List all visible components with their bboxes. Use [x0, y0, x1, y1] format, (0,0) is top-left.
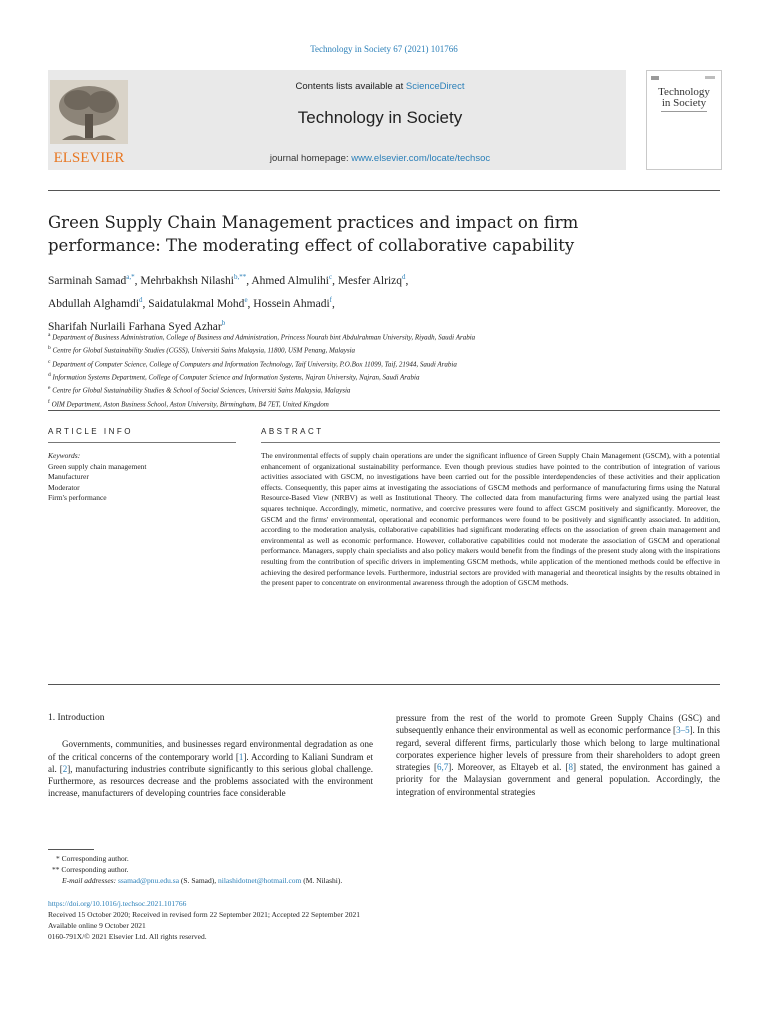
- affiliation-marker: c: [48, 358, 51, 365]
- copyright-line: 0160-791X/© 2021 Elsevier Ltd. All rights reserved.: [48, 932, 207, 941]
- abstract-text: The environmental effects of supply chain operations are under the significant influence of Green Supply Chain Management (GSCM), with a potential enhancement of organizational sustainability performance. Even though previous studies have pointed to the contribution of integration of various activities associated with GSCM, no investigations have been carried out for the possible interdependencies of these activities and their application effects. Consequently, this paper aims at investigating the associations of GSCM methods and performance of manufacturing firms using the Natural Resource-Based View (NRBV) as well as Institutional Theory. The collected data from manufacturing firms were analyzed using the partial least squares technique. Accordingly, mimetic, normative, and coercive pressures were found to affect GSCM positively and significantly. Moreover, the GSCM and the firms' environmental, operational and economic performances were found to be positively and significantly associated. In addition, according to the moderation analysis, collaborative capabilities had significant moderating effects on the association of green chain management and environmental as well as economic performance. However, collaborative capabilities could not moderate the association of GSCM and operational performance. Managers, supply chain specialists and also policy makers would benefit from the findings of the present study along with the inspirations resulting from the contribution of specific drivers in implementing GSCM methods, while application of the mentioned methods could be effective in achieving the desired performance levels. Furthermore, industrial sectors are provided with managerial and theoretical insights by the results obtained in the present paper to concentrate on environmental awareness through the adoption of GSCM methods.: [261, 451, 720, 588]
- sciencedirect-link[interactable]: ScienceDirect: [405, 81, 465, 92]
- citation-link[interactable]: 8: [568, 762, 573, 773]
- contents-line: [140, 81, 620, 92]
- author-name: Abdullah Alghamdi: [48, 297, 140, 310]
- affiliation-marker: a: [48, 332, 51, 338]
- author-marker[interactable]: d: [402, 273, 406, 281]
- author-marker[interactable]: b: [221, 318, 226, 327]
- affiliation-text: Centre for Global Sustainability Studies & School of Social Sciences, Universiti Sains Malaysia, Malaysia: [52, 386, 351, 395]
- affiliation-item: [48, 357, 718, 370]
- author-name: Sarminah Samad: [48, 274, 127, 287]
- journal-cover-thumbnail[interactable]: [646, 70, 722, 170]
- keywords-label: Keywords:: [48, 451, 81, 460]
- keyword-item: Firm's performance: [48, 493, 107, 502]
- author-marker[interactable]: b,**: [233, 273, 247, 281]
- author-name: Mesfer Alrizq: [337, 274, 403, 287]
- affiliation-item: [48, 383, 718, 396]
- email-line: [48, 875, 720, 886]
- intro-paragraph: Governments, communities, and businesses regard environmental degradation as one of the critical concerns of the contemporary world [1]. According to Kaliani Sundram et al. [2], manufacturing industries contribute significantly to this serious global challenge. Furthermore, as resources decrease and the problems associated with the environment increase, manufacturers of developing countries face considerable: [48, 739, 373, 799]
- citation-link[interactable]: 6,7: [437, 762, 449, 773]
- corresponding-author-note: * Corresponding author.: [56, 854, 129, 863]
- article-info-rule: [48, 442, 236, 443]
- affiliation-item: [48, 370, 718, 383]
- journal-reference[interactable]: Technology in Society 67 (2021) 101766: [310, 44, 458, 54]
- author-name: Hossein Ahmadi: [253, 297, 330, 310]
- affiliation-marker: d: [48, 371, 51, 378]
- author-marker[interactable]: c: [328, 273, 333, 281]
- author-name: Saidatulakmal Mohd: [148, 297, 245, 310]
- citation-link[interactable]: 3–5: [676, 725, 690, 736]
- homepage-link[interactable]: www.elsevier.com/locate/techsoc: [351, 153, 491, 164]
- citation-link[interactable]: 2: [62, 763, 68, 774]
- affiliation-list: [48, 330, 718, 410]
- affiliation-text: Department of Business Administration, College of Business and Administration, Princess Nourah bint Abdulrahman University, Riyadh, Saudi Arabia: [52, 333, 476, 342]
- section-heading-introduction: 1. Introduction: [48, 713, 105, 723]
- keyword-item: Moderator: [48, 482, 80, 492]
- publisher-wordmark: ELSEVIER: [53, 150, 125, 166]
- cover-image: [647, 71, 721, 169]
- affiliation-text: Centre for Global Sustainability Studies (CGSS), Universiti Sains Malaysia, 11800, USM Penang, Malaysia: [52, 346, 356, 355]
- history-dates: Received 15 October 2020; Received in revised form 22 September 2021; Accepted 22 September 2021: [48, 910, 360, 919]
- affiliation-item: [48, 330, 718, 343]
- online-date: Available online 9 October 2021: [48, 921, 146, 930]
- email-link[interactable]: nilashidotnet@hotmail.com: [218, 876, 302, 885]
- keyword-item: Manufacturer: [48, 472, 89, 481]
- author-marker[interactable]: e: [244, 295, 248, 304]
- author-name: Ahmed Almulihi: [251, 274, 329, 287]
- journal-title: Technology in Society: [297, 108, 463, 127]
- affiliation-text: Information Systems Department, College of Computer Science and Information Systems, Najran University, Najran, Saudi Arabia: [52, 373, 420, 382]
- keywords-block: [48, 451, 238, 504]
- cover-title-line2: in Society: [661, 97, 707, 109]
- citation-link[interactable]: 1: [238, 751, 244, 762]
- body-column-left: [48, 712, 373, 800]
- author-marker[interactable]: f: [329, 295, 332, 304]
- affiliation-text: Department of Computer Science, College of Computers and Information Technology, Taif University, P.O.Box 11099, Taif, 21944, Saudi Arabia: [52, 359, 457, 368]
- cover-title-line1: Technology: [658, 86, 710, 98]
- author-name: Mehrbakhsh Nilashi: [140, 274, 234, 287]
- affiliation-item: [48, 397, 718, 410]
- homepage-label: journal homepage:: [269, 153, 352, 164]
- article-title: Green Supply Chain Management practices and impact on firm performance: The moderating effect of collaborative capability: [48, 213, 579, 255]
- body-column-right: [396, 712, 720, 798]
- keyword-item: Green supply chain management: [48, 461, 147, 471]
- author-name: Sharifah Nurlaili Farhana Syed Azhar: [48, 320, 222, 333]
- affiliation-item: [48, 343, 718, 356]
- email-owner: (M. Nilashi).: [301, 876, 343, 885]
- footnotes: [48, 853, 720, 886]
- email-owner: (S. Samad),: [179, 876, 218, 885]
- contents-prefix: Contents lists available at: [295, 81, 406, 92]
- doi-link[interactable]: https://doi.org/10.1016/j.techsoc.2021.101766: [48, 899, 187, 908]
- elsevier-logo: [48, 78, 130, 168]
- abstract-rule: [261, 442, 720, 443]
- header-divider: [48, 190, 720, 191]
- affiliation-marker: f: [48, 398, 50, 405]
- affiliation-text: OIM Department, Aston Business School, Aston University, Birmingham, B4 7ET, United Kingdom: [51, 399, 329, 408]
- corresponding-author-note: ** Corresponding author.: [52, 865, 129, 874]
- affiliation-marker: b: [48, 345, 51, 352]
- affiliation-marker: e: [48, 385, 51, 392]
- abstract-heading: ABSTRACT: [261, 427, 324, 436]
- abstract-divider: [48, 684, 720, 685]
- author-marker[interactable]: a,*: [126, 273, 135, 281]
- email-link[interactable]: ssamad@pnu.edu.sa: [117, 876, 180, 885]
- affiliation-divider: [48, 410, 720, 411]
- elsevier-tree-icon: [48, 78, 130, 168]
- footnote-rule: [48, 849, 94, 850]
- journal-homepage: [140, 153, 620, 164]
- email-label: E-mail addresses:: [62, 876, 117, 885]
- publication-info: [48, 898, 720, 942]
- intro-paragraph-continued: pressure from the rest of the world to promote Green Supply Chains (GSC) and subsequently enhance their environmental as well as economic performance [3–5]. In this regard, several different firms, particularly those which belong to large multinational corporates experience higher levels of pressure from their shareholders to adopt green strategies [6,7]. Moreover, as Eltayeb et al. [8] stated, the environment has gained a priority for the Malaysian government and general population. Accordingly, the integration of environmental strategies: [396, 713, 721, 797]
- author-list: Sarminah Samad$^{a,*}$, Mehrbakhsh Nilashi$^{b,**}$, Ahmed Almulihi$^c$, Mesfer Alrizq$^d$, Abdullah Alghamdi$^d$, Saidatulakmal Mohd$^e$, Hossein Ahmadi$^f$, Sharifah Nurlaili Farhana Syed Azhar$^b$: [48, 273, 409, 333]
- author-marker[interactable]: d: [139, 295, 143, 304]
- article-info-heading: ARTICLE INFO: [48, 427, 133, 436]
